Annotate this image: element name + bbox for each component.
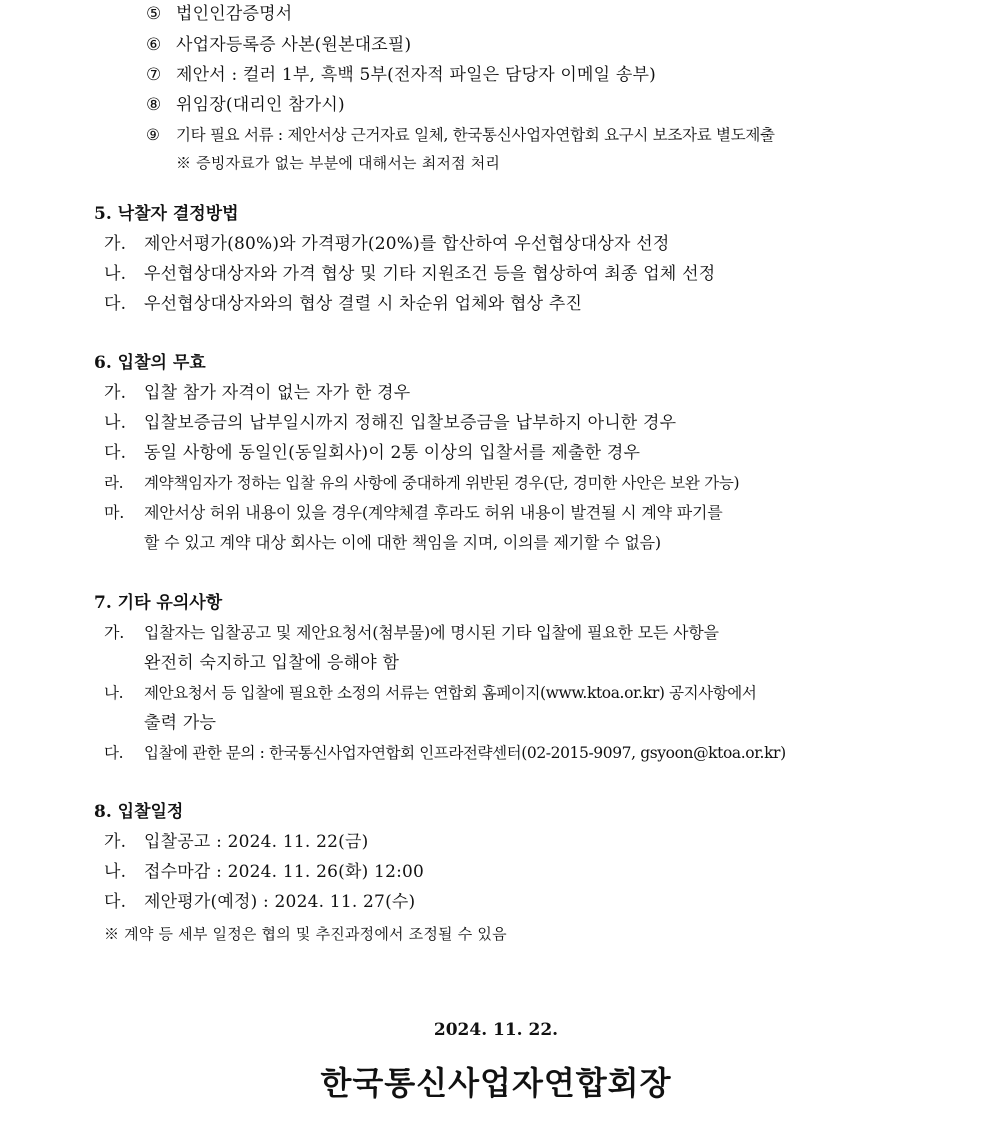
doc-item-text: 위임장(대리인 참가시) [176, 95, 345, 115]
item-continuation: 할 수 있고 계약 대상 회사는 이에 대한 책임을 지며, 이의를 제기할 수 없음) [144, 533, 661, 552]
item-text: 입찰에 관한 문의 : 한국통신사업자연합회 인프라전략센터(02-2015-9097, gsyoon@ktoa.or.kr) [144, 744, 786, 762]
item-text: 제안서상 허위 내용이 있을 경우(계약체결 후라도 허위 내용이 발견될 시 계약 파기를 [144, 503, 723, 522]
item-text: 우선협상대상자와의 협상 결렬 시 차순위 업체와 협상 추진 [144, 294, 583, 314]
item-marker: 가. [104, 234, 127, 254]
section-6-item [104, 442, 640, 464]
doc-item-8 [146, 94, 345, 116]
item-marker: 다. [104, 892, 127, 912]
item-marker: 가. [104, 383, 127, 403]
issue-date: 2024. 11. 22. [433, 1020, 559, 1040]
doc-item-number: ⑤ [146, 4, 162, 24]
item-text: 입찰공고 : 2024. 11. 22(금) [144, 832, 369, 852]
item-marker: 가. [104, 623, 125, 642]
section-6-item [104, 502, 723, 524]
section-7-heading: 7. 기타 유의사항 [94, 593, 223, 613]
doc-item-9 [146, 124, 775, 146]
item-text: 입찰보증금의 납부일시까지 정해진 입찰보증금을 납부하지 아니한 경우 [144, 413, 677, 433]
item-text: 입찰자는 입찰공고 및 제안요청서(첨부물)에 명시된 기타 입찰에 필요한 모든 사항을 [144, 623, 719, 642]
doc-item-number: ⑥ [146, 35, 162, 55]
item-marker: 다. [104, 744, 124, 762]
doc-item-text: 제안서 : 컬러 1부, 흑백 5부(전자적 파일은 담당자 이메일 송부) [176, 65, 656, 85]
doc-item-6 [146, 34, 411, 56]
item-marker: 라. [104, 474, 124, 492]
doc-item-text: 법인인감증명서 [176, 4, 293, 24]
doc-item-number: ⑦ [146, 65, 162, 85]
item-marker: 마. [104, 503, 125, 522]
item-text: 동일 사항에 동일인(동일회사)이 2통 이상의 입찰서를 제출한 경우 [144, 443, 641, 463]
item-text: 제안서평가(80%)와 가격평가(20%)를 합산하여 우선협상대상자 선정 [144, 234, 670, 254]
doc-item-number: ⑧ [146, 95, 162, 115]
item-marker: 가. [104, 832, 127, 852]
item-text: 제안요청서 등 입찰에 필요한 소정의 서류는 연합회 홈페이지(www.ktoa.or.kr) 공지사항에서 [144, 684, 757, 702]
section-8-item [104, 891, 415, 913]
doc-item-7 [146, 64, 656, 86]
section-6-item [104, 412, 676, 434]
doc-item-5 [146, 3, 292, 25]
section-7-item [104, 622, 719, 644]
doc-item-text: 기타 필요 서류 : 제안서상 근거자료 일체, 한국통신사업자연합회 요구시 보조자료 별도제출 [176, 126, 775, 144]
section-7-item [104, 742, 786, 764]
schedule-note: ※ 계약 등 세부 일정은 협의 및 추진과정에서 조정될 수 있음 [104, 925, 507, 943]
section-8-item [104, 831, 368, 853]
section-8-heading: 8. 입찰일정 [94, 802, 184, 822]
section-6-item [104, 382, 410, 404]
section-5-item [104, 233, 669, 255]
item-marker: 나. [104, 264, 127, 284]
item-marker: 다. [104, 443, 127, 463]
section-5-item [104, 263, 715, 285]
section-5-item [104, 293, 582, 315]
section-6-heading: 6. 입찰의 무효 [94, 353, 206, 373]
doc-item-text: 사업자등록증 사본(원본대조필) [176, 35, 412, 55]
docs-note: ※ 증빙자료가 없는 부분에 대해서는 최저점 처리 [176, 154, 501, 172]
item-marker: 나. [104, 862, 127, 882]
section-6-item [104, 472, 739, 494]
item-continuation: 완전히 숙지하고 입찰에 응해야 함 [144, 653, 400, 673]
doc-item-number: ⑨ [146, 126, 160, 144]
item-text: 접수마감 : 2024. 11. 26(화) 12:00 [144, 862, 425, 882]
item-marker: 나. [104, 413, 127, 433]
item-marker: 나. [104, 684, 124, 702]
section-7-item [104, 682, 756, 704]
item-text: 우선협상대상자와 가격 협상 및 기타 지원조건 등을 협상하여 최종 업체 선정 [144, 264, 716, 284]
item-continuation: 출력 가능 [144, 713, 217, 733]
item-text: 입찰 참가 자격이 없는 자가 한 경우 [144, 383, 411, 403]
section-5-heading: 5. 낙찰자 결정방법 [94, 204, 239, 224]
issuer-name: 한국통신사업자연합회장 [320, 1064, 672, 1102]
item-marker: 다. [104, 294, 127, 314]
item-text: 제안평가(예정) : 2024. 11. 27(수) [144, 892, 416, 912]
section-8-item [104, 861, 424, 883]
item-text: 계약책임자가 정하는 입찰 유의 사항에 중대하게 위반된 경우(단, 경미한 사안은 보완 가능) [144, 474, 740, 492]
